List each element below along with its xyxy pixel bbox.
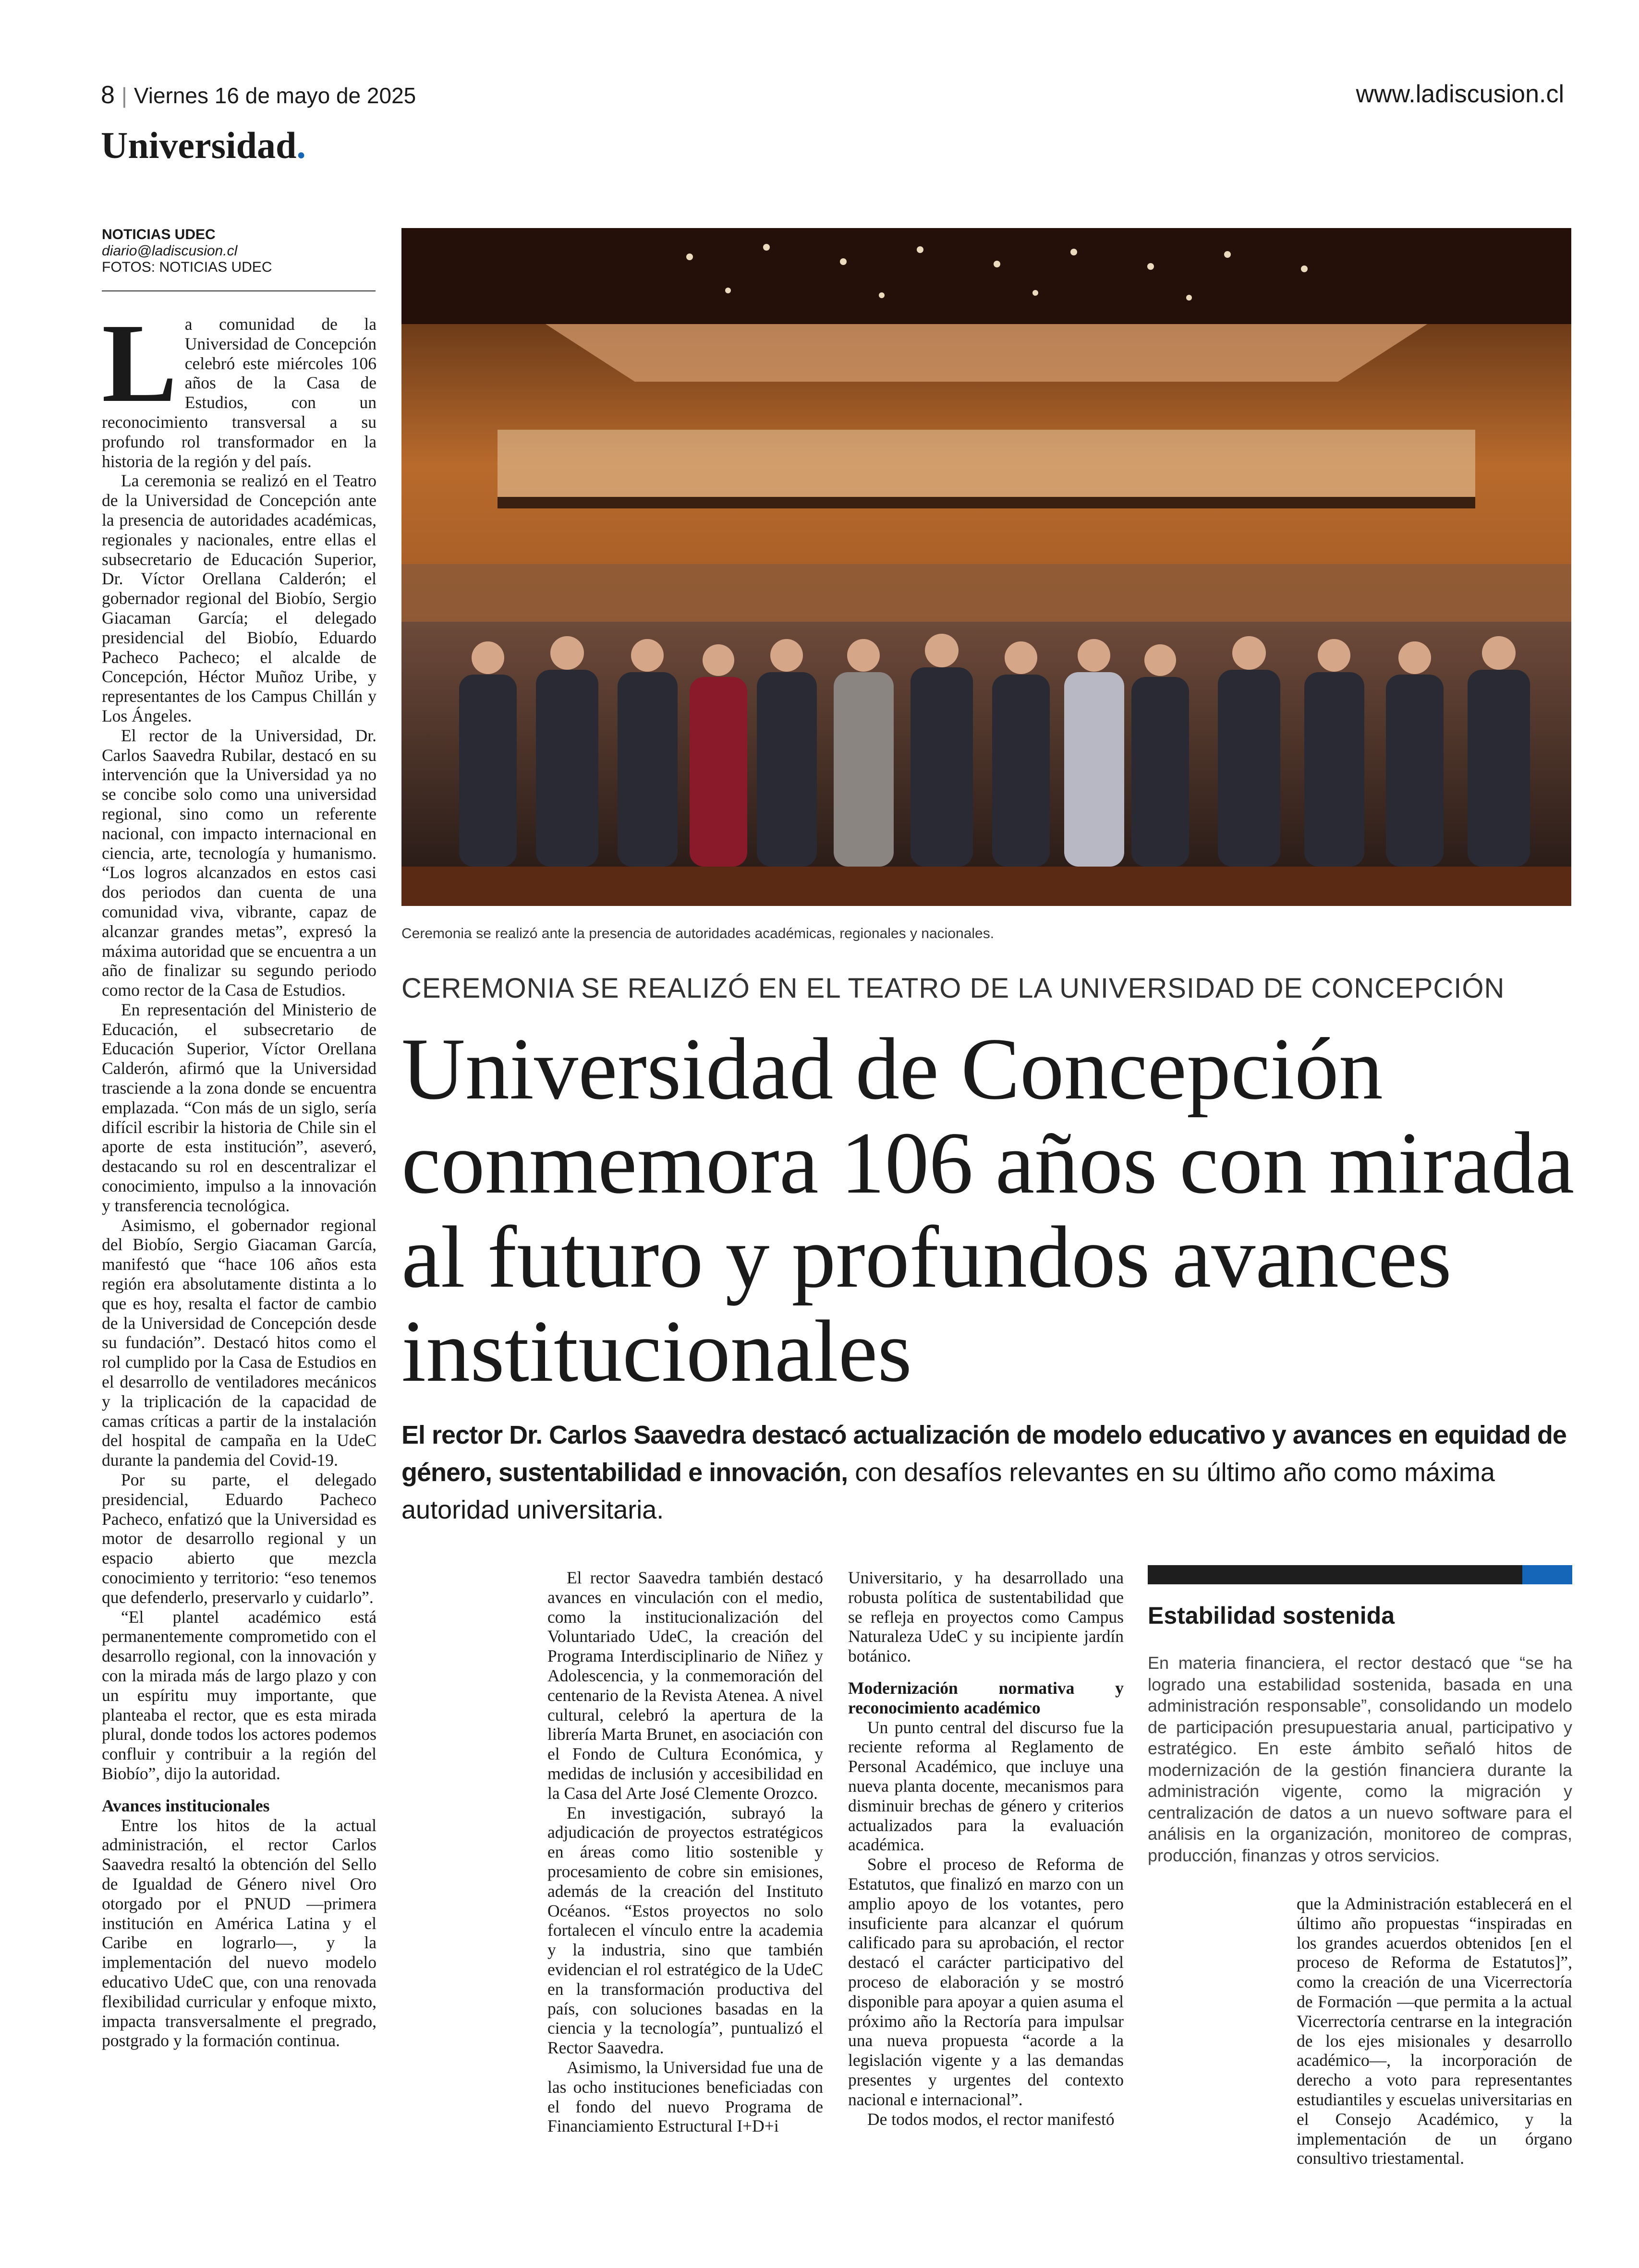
article-paragraph: La ceremonia se realizó en el Teatro de la Universidad de Concepción ante la presencia de autoridades académicas, regionales y nacionales, entre ellas el subsecretario de Educación Superior, Dr. Víctor Orellana Calderón; el gobernador regional del Biobío, Sergio Giacaman García; el delegado presidencial del Biobío, Eduardo Pacheco Pacheco; el alcalde de Concepción, Héctor Muñoz Uribe, y representantes de los Campus Chillán y Los Ángeles. — [102, 471, 376, 725]
photo-caption: Ceremonia se realizó ante la presencia de autoridades académicas, regionales y nacionales. — [401, 926, 995, 941]
article-paragraph: Universitario, y ha desarrollado una robusta política de sustentabilidad que se refleja en proyectos como Campus Naturaleza UdeC y su incipiente jardín botánico. — [848, 1568, 1124, 1666]
subhead-avances: Avances institucionales — [102, 1796, 270, 1815]
dek-lead: El rector Dr. Carlos Saavedra destacó actualización de modelo educativo y avances en equidad de género, sustentabilidad e innovación, — [401, 1421, 1566, 1487]
subhead-modernizacion: Modernización normativa y reconocimiento académico — [848, 1678, 1124, 1717]
dek — [401, 1416, 1573, 1529]
issue-date: Viernes 16 de mayo de 2025 — [134, 83, 416, 108]
page-number: 8 — [101, 81, 115, 109]
byline-source: NOTICIAS UDEC — [102, 227, 216, 242]
headline: Universidad de Concepción conmemora 106 años con mirada al futuro y profundos avances institucionales — [401, 1020, 1575, 1400]
section-dot: . — [296, 124, 306, 166]
byline-email[interactable]: diario@ladiscusion.cl — [102, 243, 238, 259]
article-paragraph: El rector Saavedra también destacó avances en vinculación con el medio, como la institucionalización del Voluntariado UdeC, la creación del Programa Interdisciplinario de Niñez y Adolescencia, y la conmemoración del centenario de la Revista Atenea. A nivel cultural, celebró la apertura de la librería Marta Brunet, en asociación con el Fondo de Cultura Económica, y medidas de inclusión y accesibilidad en la Casa del Arte José Clemente Orozco. — [547, 1568, 823, 1803]
article-paragraph: Un punto central del discurso fue la reciente reforma al Reglamento de Personal Académico, que incluye una nueva planta docente, mecanismos para disminuir brechas de género y criterios actualizados para la evaluación académica. — [848, 1717, 1124, 1855]
box-accent-bar — [1522, 1565, 1572, 1584]
section-name: Universidad — [101, 124, 297, 166]
website-url[interactable]: www.ladiscusion.cl — [1356, 80, 1564, 108]
article-column-3 — [848, 1568, 1124, 2129]
article-paragraph: Sobre el proceso de Reforma de Estatutos, que finalizó en marzo con un amplio apoyo de los votantes, pero insuficiente para alcanzar el quórum calificado para su aprobación, el rector destacó el carácter participativo del proceso de elaboración y se mostró disponible para apoyar a quien asuma el próximo año la Rectoría para impulsar una nueva propuesta “acorde a la legislación vigente y a las demandas presentes y urgentes del contexto nacional e internacional”. — [848, 1855, 1124, 2109]
article-column-1 — [102, 301, 376, 2051]
article-paragraph: La comunidad de la Universidad de Concepción celebró este miércoles 106 años de la Casa de Estudios, con un reconocimiento transversal a su profundo rol transformador en la historia de la región y del país. — [102, 301, 376, 471]
article-paragraph: El rector de la Universidad, Dr. Carlos Saavedra Rubilar, destacó en su intervención que la Universidad ya no se concibe solo como una universidad regional, sino como un referente nacional, con impacto internacional en ciencia, arte, tecnología y humanismo. “Los logros alcanzados en estos casi dos periodos dan cuenta de una comunidad viva, vibrante, capaz de alcanzar grandes metas”, expresó la máxima autoridad que se encuentra a un año de finalizar su segundo periodo como rector de la Casa de Estudios. — [102, 725, 376, 1000]
article-paragraph: En representación del Ministerio de Educación, el subsecretario de Educación Superior, Víctor Orellana Calderón, afirmó que la Universidad trasciende a la zona donde se encuentra emplazada. “Con más de un siglo, sería difícil escribir la historia de Chile sin el aporte de esta institución”, aseveró, destacando su rol en descentralizar el conocimiento, impulso a la innovación y transferencia tecnológica. — [102, 1000, 376, 1215]
article-paragraph: “El plantel académico está permanentemente comprometido con el desarrollo regional, con la innovación y con la mirada más de largo plazo y con un espíritu muy importante, que planteaba el rector, que es esta mirada plural, donde todos los actores podemos confluir y contribuir a la región del Biobío”, dijo la autoridad. — [102, 1607, 376, 1783]
article-paragraph: Por su parte, el delegado presidencial, Eduardo Pacheco Pacheco, enfatizó que la Universidad es motor de desarrollo regional y un espacio abierto que mezcla conocimiento y territorio: “eso tenemos que defenderlo, preservarlo y cuidarlo”. — [102, 1470, 376, 1607]
box-header-bar — [1148, 1565, 1522, 1584]
article-paragraph: Asimismo, el gobernador regional del Biobío, Sergio Giacaman García, manifestó que “hace 106 años esta región era absolutamente distinta a lo que es hoy, resalta el factor de cambio de la Universidad de Concepción desde su fundación”. Destacó hitos como el rol cumplido por la Casa de Estudios en el desarrollo de ventiladores mecánicos y la triplicación de la capacidad de camas críticas a partir de la instalación del hospital de campaña en la UdeC durante la pandemia del Covid-19. — [102, 1215, 376, 1470]
folio — [101, 81, 416, 109]
article-paragraph: De todos modos, el rector manifestó — [867, 2109, 1115, 2129]
box-title: Estabilidad sostenida — [1148, 1602, 1395, 1629]
byline-divider — [102, 290, 376, 291]
article-column-4 — [1297, 1894, 1572, 2168]
section-title — [101, 124, 306, 167]
article-paragraph: Entre los hitos de la actual administración, el rector Carlos Saavedra resaltó la obtención del Sello de Igualdad de Género nivel Oro otorgado por el PNUD —primera institución en América Latina y el Caribe en lograrlo—, y la implementación del nuevo modelo educativo UdeC que, con una renovada flexibilidad curricular y enfoque mixto, impacta transversalmente el pregrado, postgrado y la formación continua. — [102, 1815, 376, 2051]
article-paragraph: En investigación, subrayó la adjudicación de proyectos estratégicos en áreas como litio sostenible y procesamiento de cobre sin emisiones, además de la creación del Instituto Océanos. “Estos proyectos no solo fortalecen el vínculo entre la academia y la industria, sino que también evidencian el rol estratégico de la UdeC en la transformación productiva del país, con soluciones basadas en la ciencia y la tecnología”, puntualizó el Rector Saavedra. — [547, 1803, 823, 2058]
kicker: CEREMONIA SE REALIZÓ EN EL TEATRO DE LA UNIVERSIDAD DE CONCEPCIÓN — [401, 973, 1505, 1004]
ceremony-photo — [401, 228, 1571, 906]
article-paragraph: Asimismo, la Universidad fue una de las ocho instituciones beneficiadas con el fondo del nuevo Programa de Financiamiento Estructural I+D+i — [547, 2057, 823, 2136]
article-paragraph: que la Administración establecerá en el último año propuestas “inspiradas en los grandes acuerdos obtenidos [en el proceso de Reforma de Estatutos]”, como la creación de una Vicerrectoría de Formación —que permita a la actual Vicerrectoría centrarse en la integración de los ejes misionales y desarrollo académico—, la incorporación de derecho a voto para representantes estudiantiles y escuelas universitarias en el Consejo Académico, y la implementación de un órgano consultivo triestamental. — [1297, 1894, 1572, 2168]
byline-photos: FOTOS: NOTICIAS UDEC — [102, 259, 272, 275]
article-column-2 — [547, 1568, 823, 2136]
folio-separator: | — [121, 83, 127, 108]
box-body: En materia financiera, el rector destacó que “se ha logrado una estabilidad sostenida, basada en una administración responsable”, consolidando un modelo de participación presupuestaria anual, participativo y estratégico. En este ámbito señaló hitos de modernización de la gestión financiera durante la administración vigente, como la migración y centralización de datos a un nuevo software para el análisis en la organización, monitoreo de compras, producción, finanzas y otros servicios. — [1148, 1653, 1572, 1865]
drop-cap: L — [102, 301, 177, 425]
dek-rest: con desafíos relevantes en su último año como máxima autoridad universitaria. — [401, 1458, 1495, 1524]
byline — [102, 227, 376, 276]
